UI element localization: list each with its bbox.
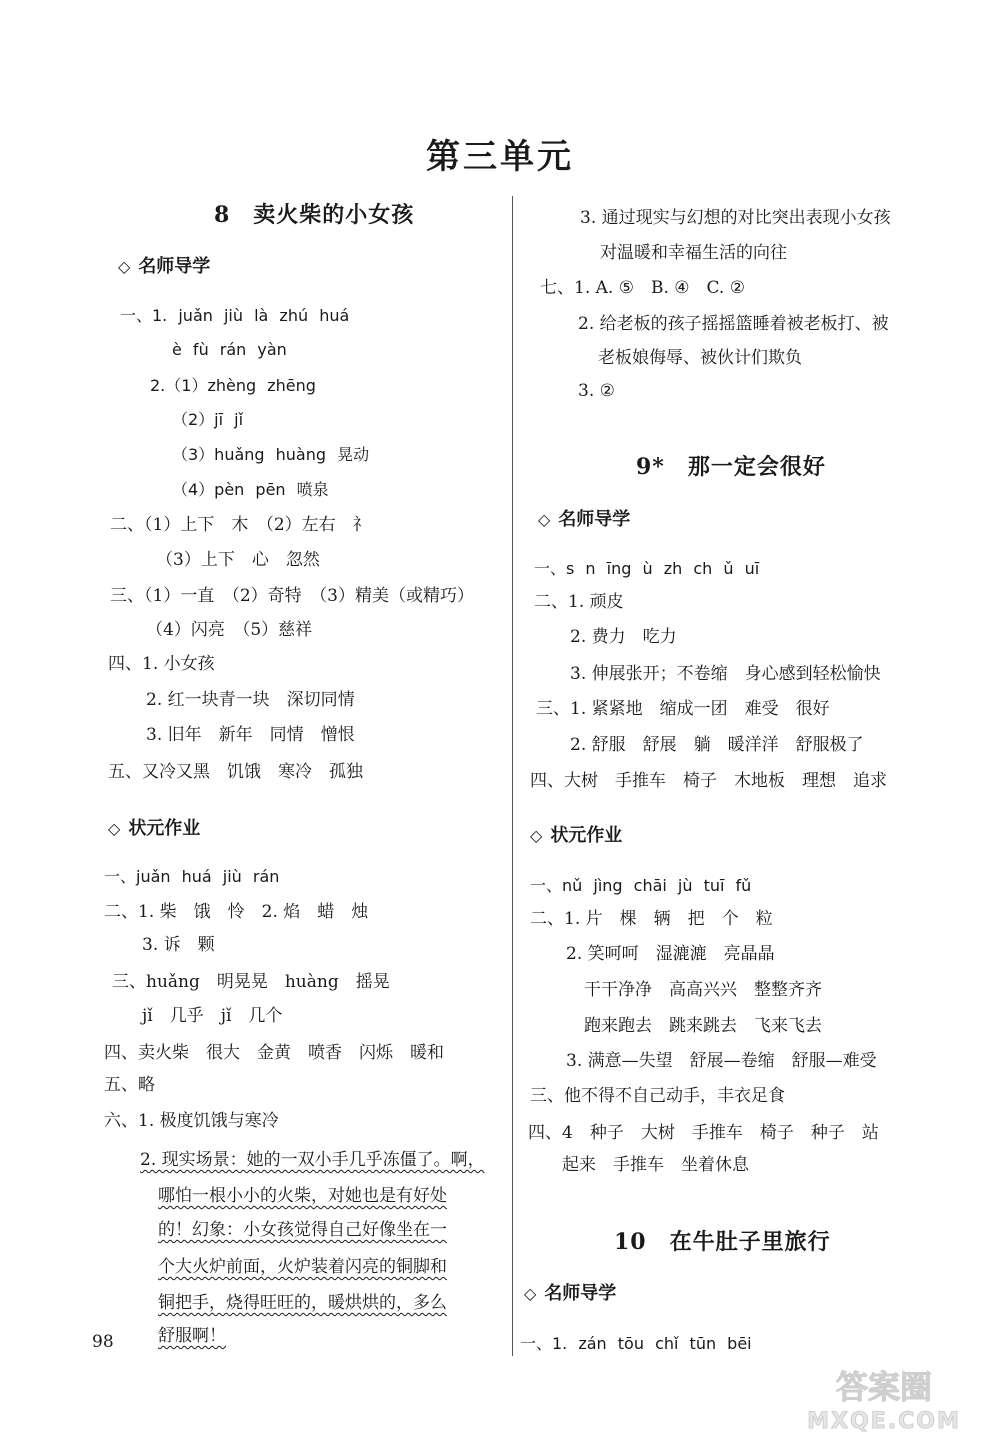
answer-line: 2. 红一块青一块 深切同情 [146, 690, 355, 710]
answer-line: 3. 诉 颗 [142, 935, 215, 955]
answer-line: 二、1. 片 棵 辆 把 个 粒 [530, 909, 773, 929]
answer-line: 五、略 [104, 1075, 155, 1095]
answer-line: 铜把手，烧得旺旺的，暖烘烘的，多么 [158, 1293, 447, 1313]
answer-line: 2. 费力 吃力 [570, 627, 677, 647]
answer-line: jǐ 几乎 jǐ 几个 [142, 1006, 283, 1026]
answer-line: 一、1. zán tōu chǐ tūn bēi [520, 1334, 752, 1353]
answer-line: 一、s n īng ù zh ch ǔ uī [534, 559, 760, 578]
lesson-9-title: 9* 那一定会很好 [636, 454, 826, 480]
answer-line: （4）pèn pēn 喷泉 [172, 480, 329, 499]
answer-line: 3. 通过现实与幻想的对比突出表现小女孩 [580, 208, 891, 228]
answer-line: 2. 给老板的孩子摇摇篮睡着被老板打、被 [578, 314, 889, 334]
answer-line: 舒服啊！ [158, 1326, 226, 1346]
answer-line: 老板娘侮辱、被伙计们欺负 [598, 348, 802, 368]
answer-line: 四、卖火柴 很大 金黄 喷香 闪烁 暖和 [104, 1043, 444, 1063]
lesson-10-guide-heading: ◇ 名师导学 [524, 1283, 617, 1304]
diamond-icon: ◇ [538, 510, 551, 529]
answer-line: 2. 舒服 舒展 躺 暖洋洋 舒服极了 [570, 735, 864, 755]
page-number: 98 [92, 1332, 114, 1352]
lesson-10-title: 10 在牛肚子里旅行 [614, 1229, 831, 1255]
answer-line: 对温暖和幸福生活的向往 [600, 243, 787, 263]
lesson-9-homework-heading: ◇ 状元作业 [530, 825, 623, 846]
answer-line: 六、1. 极度饥饿与寒冷 [104, 1111, 279, 1131]
answer-line: 3. 伸展张开；不卷缩 身心感到轻松愉快 [570, 664, 881, 684]
answer-line: 二、1. 顽皮 [534, 592, 624, 612]
answer-line: 一、1. juǎn jiù là zhú huá [120, 306, 350, 325]
answer-line: 3. 满意—失望 舒展—卷缩 舒服—难受 [566, 1051, 877, 1071]
answer-line: 七、1. A. ⑤ B. ④ C. ② [540, 278, 745, 298]
lesson-8-title: 8 卖火柴的小女孩 [214, 202, 415, 228]
answer-line: 哪怕一根小小的火柴，对她也是有好处 [158, 1186, 447, 1206]
diamond-icon: ◇ [524, 1284, 537, 1303]
svg-text:答案圈: 答案圈 [835, 1368, 933, 1406]
answer-line: （2）jī jǐ [172, 410, 244, 429]
answer-line: 3. 旧年 新年 同情 憎恨 [146, 725, 355, 745]
answer-line: 三、1. 紧紧地 缩成一团 难受 很好 [536, 699, 830, 719]
answer-line: 一、nǔ jìng chāi jù tuī fǔ [530, 876, 752, 895]
answer-line: 的！幻象：小女孩觉得自己好像坐在一 [158, 1220, 447, 1240]
answer-line: 四、大树 手推车 椅子 木地板 理想 追求 [530, 771, 887, 791]
answer-line: 三、他不得不自己动手，丰衣足食 [530, 1086, 785, 1106]
answer-line: 五、又冷又黑 饥饿 寒冷 孤独 [108, 762, 363, 782]
svg-text:MXQE.COM: MXQE.COM [807, 1409, 961, 1434]
answer-line: è fù rán yàn [172, 340, 287, 359]
answer-line: 跑来跑去 跳来跳去 飞来飞去 [584, 1016, 822, 1036]
answer-line: 四、4 种子 大树 手推车 椅子 种子 站 [528, 1123, 879, 1143]
diamond-icon: ◇ [118, 257, 131, 276]
diamond-icon: ◇ [108, 819, 121, 838]
answer-line: （3）huǎng huàng 晃动 [172, 445, 370, 464]
lesson-8-homework-heading: ◇ 状元作业 [108, 818, 201, 839]
answer-line: 三、（1）一直 （2）奇特 （3）精美（或精巧） [110, 586, 474, 606]
answer-line: 干干净净 高高兴兴 整整齐齐 [584, 980, 822, 1000]
answer-line: 3. ② [578, 381, 615, 401]
answer-line: 二、（1）上下 木 （2）左右 礻 [110, 515, 370, 535]
lesson-9-guide-heading: ◇ 名师导学 [538, 509, 631, 530]
answer-line: 一、juǎn huá jiù rán [104, 867, 280, 886]
answer-line: （4）闪亮 （5）慈祥 [146, 620, 313, 640]
unit-title: 第三单元 [426, 137, 574, 177]
answer-line: 三、huǎng 明晃晃 huàng 摇晃 [112, 972, 390, 992]
answer-line: 2. 笑呵呵 湿漉漉 亮晶晶 [566, 944, 775, 964]
answer-line: （3）上下 心 忽然 [156, 550, 320, 570]
lesson-8-guide-heading: ◇ 名师导学 [118, 256, 211, 277]
answer-line: 二、1. 柴 饿 怜 2. 焰 蜡 烛 [104, 902, 369, 922]
answer-line: 四、1. 小女孩 [108, 654, 215, 674]
answer-line: 2.（1）zhèng zhēng [150, 376, 316, 395]
column-divider [512, 196, 513, 1356]
watermark-logo [784, 1360, 984, 1434]
answer-line: 2. 现实场景：她的一双小手几乎冻僵了。啊， [140, 1150, 485, 1170]
diamond-icon: ◇ [530, 826, 543, 845]
answer-line: 个大火炉前面，火炉装着闪亮的铜脚和 [158, 1257, 447, 1277]
answer-line: 起来 手推车 坐着休息 [562, 1155, 749, 1175]
